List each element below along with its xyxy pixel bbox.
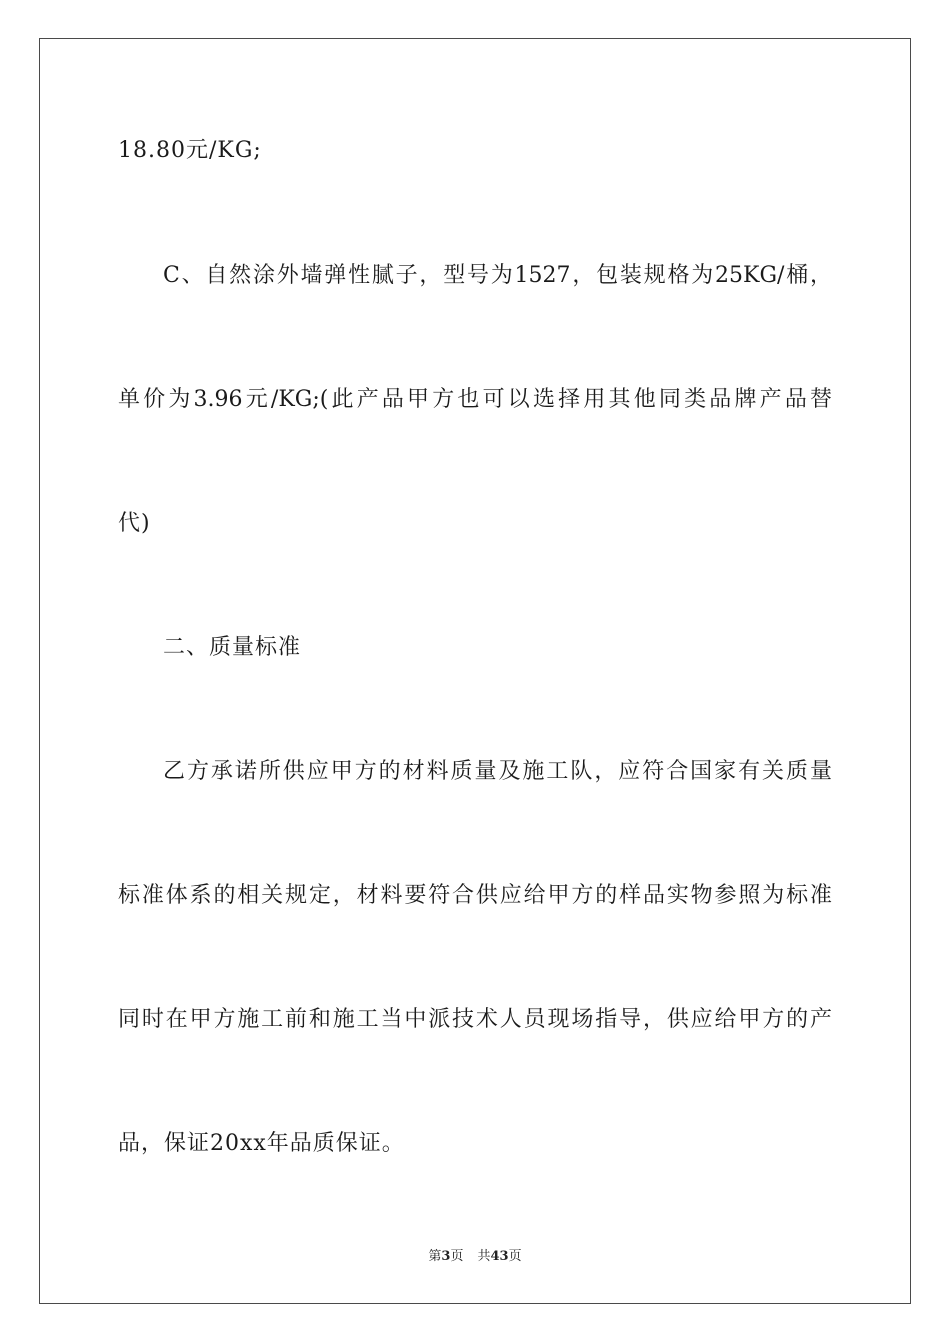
text-line-6: 乙方承诺所供应甲方的材料质量及施工队，应符合国家有关质量 [163, 759, 832, 784]
text-line-4: 代) [118, 511, 151, 536]
text-line-9: 品，保证20xx年品质保证。 [118, 1131, 405, 1156]
section-heading-quality-standard: 二、质量标准 [163, 635, 302, 660]
page-suffix: 页 [450, 1249, 464, 1264]
text-line-1: 18.80元/KG; [118, 138, 262, 163]
page-prefix: 第 [428, 1249, 442, 1264]
text-line-3: 单价为3.96元/KG;(此产品甲方也可以选择用其他同类品牌产品替 [118, 387, 832, 412]
total-pages: 43 [490, 1249, 509, 1264]
page-number: 3 [441, 1249, 451, 1264]
text-line-2: C、自然涂外墙弹性腻子，型号为1527，包装规格为25KG/桶， [163, 263, 832, 288]
total-prefix: 共 [477, 1249, 491, 1264]
text-line-8: 同时在甲方施工前和施工当中派技术人员现场指导，供应给甲方的产 [118, 1007, 832, 1032]
page-border [39, 38, 911, 1304]
total-suffix: 页 [508, 1249, 522, 1264]
text-line-7: 标准体系的相关规定，材料要符合供应给甲方的样品实物参照为标准 [118, 883, 832, 908]
page-footer [0, 1248, 950, 1266]
